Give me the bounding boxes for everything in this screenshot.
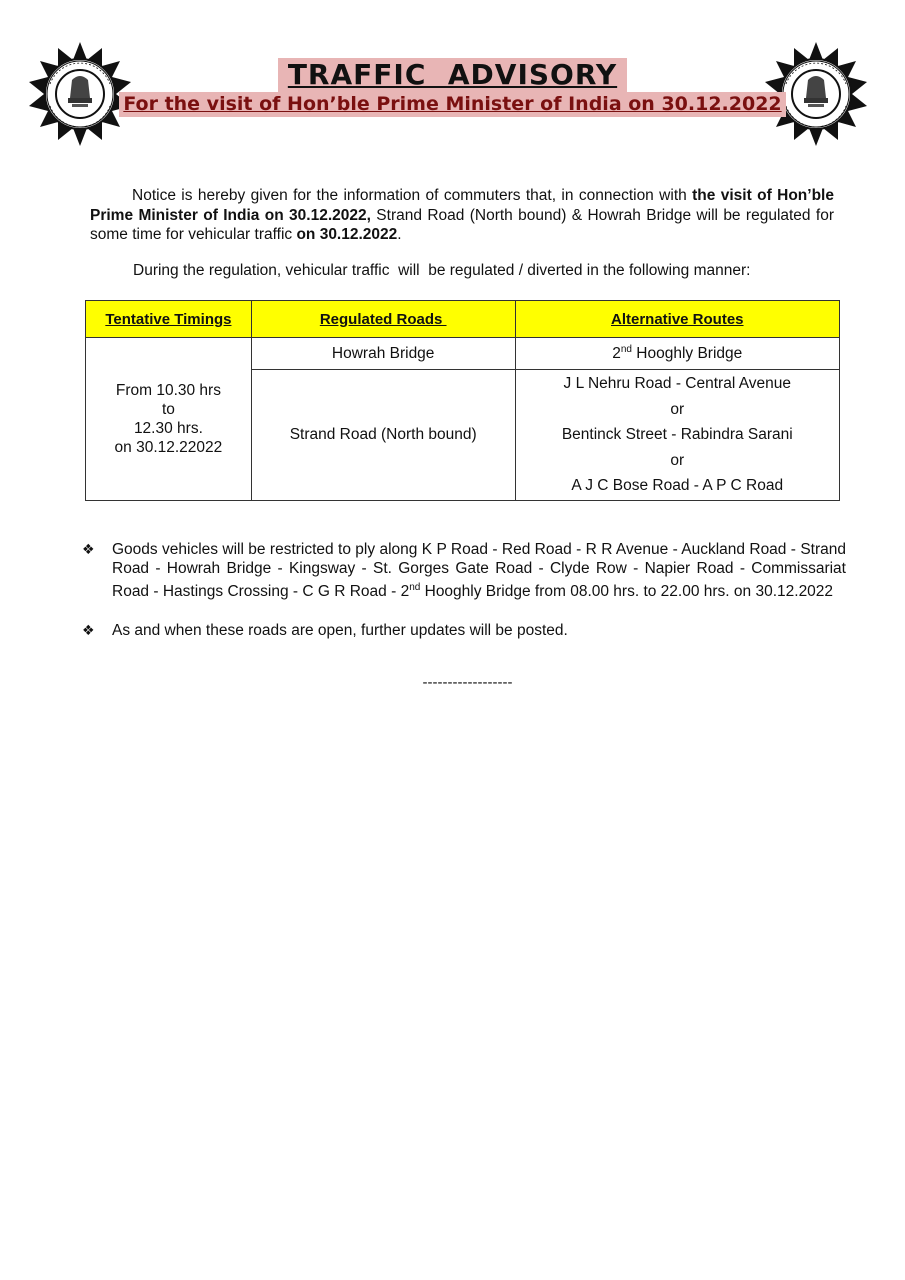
alt-route-line: A J C Bose Road - A P C Road — [571, 477, 784, 495]
page-title: TRAFFIC ADVISORY — [278, 58, 627, 92]
bullet-sup: nd — [409, 582, 421, 593]
list-item — [82, 540, 846, 601]
alternative-route-cell — [515, 338, 839, 370]
table-header-row — [86, 301, 840, 338]
alt-route-line: or — [670, 400, 685, 418]
alt-route-prefix: 2 — [612, 345, 621, 363]
timing-line: From 10.30 hrs — [115, 382, 221, 399]
timing-cell — [86, 338, 252, 501]
page-subtitle: For the visit of Hon’ble Prime Minister of India on 30.12.2022 — [119, 92, 785, 117]
header-tentative-timings: Tentative Timings — [86, 301, 252, 338]
four-diamond-bullet-icon: ❖ — [82, 541, 95, 557]
notice-bold-2: on 30.12.2022 — [296, 226, 398, 243]
list-item — [82, 621, 846, 640]
notice-text-2: Strand Road (North bound) & Howrah Bridge will be regulated for some time for vehicular traffic — [90, 206, 834, 243]
bullet-text: Goods vehicles will be restricted to ply along K P Road - Red Road - R R Avenue - Auckland Road - Strand Road - Howrah Bridge - Kingsway - St. Gorges Gate Road - Clyde Row - Napier Road - Commissariat Road - Hastings Crossing - C G R Road - 2 — [112, 541, 846, 601]
timing-line: 12.30 hrs. — [133, 420, 203, 437]
four-diamond-bullet-icon: ❖ — [82, 622, 95, 639]
alt-route-sup: nd — [620, 343, 632, 355]
alt-route-line: Bentinck Street - Rabindra Sarani — [561, 426, 793, 444]
title-block — [0, 58, 905, 117]
regulation-intro: During the regulation, vehicular traffic will be regulated / diverted in the following manner: — [133, 262, 751, 279]
footer-separator: ------------------ — [422, 674, 513, 691]
header-alternative-routes: Alternative Routes — [515, 301, 839, 338]
alt-route-line: or — [670, 451, 685, 469]
alt-route-suffix: Hooghly Bridge — [631, 345, 743, 363]
advisory-bullets — [82, 540, 846, 660]
notice-text-1: Notice is hereby given for the information of commuters that, in connection with — [132, 187, 693, 204]
notice-bold-1: the visit of Hon’ble Prime Minister of India on 30.12.2022, — [90, 187, 834, 224]
alternative-route-cell — [515, 370, 839, 501]
bullet-text: As and when these roads are open, further updates will be posted. — [112, 622, 568, 640]
bullet-text-after: Hooghly Bridge from 08.00 hrs. to 22.00 hrs. on 30.12.2022 — [420, 583, 834, 601]
regulated-road-cell: Strand Road (North bound) — [251, 370, 515, 501]
timing-line: to — [161, 401, 175, 418]
notice-paragraph — [90, 186, 834, 245]
advisory-table — [85, 300, 840, 501]
table-row — [86, 338, 840, 370]
alt-route-line: J L Nehru Road - Central Avenue — [563, 375, 791, 393]
header-regulated-roads: Regulated Roads — [251, 301, 515, 338]
regulated-road-cell: Howrah Bridge — [251, 338, 515, 370]
notice-text-3: . — [397, 226, 402, 243]
timing-line: on 30.12.22022 — [114, 439, 223, 456]
